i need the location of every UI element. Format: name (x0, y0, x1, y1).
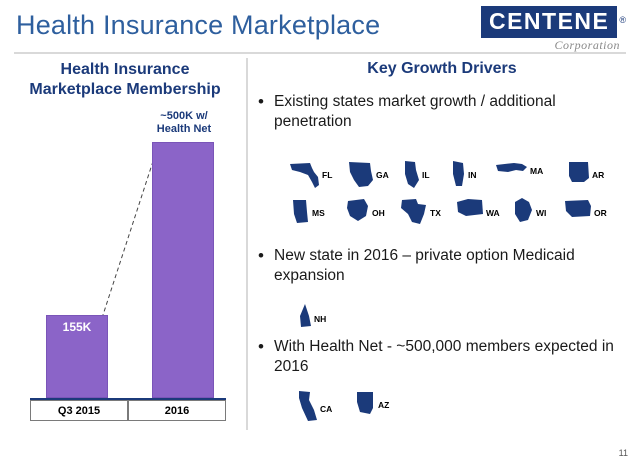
page-number: 11 (618, 448, 628, 458)
vertical-divider (246, 58, 248, 430)
annotation-line1: ~500K w/ (160, 110, 208, 122)
state-label-or: OR (594, 208, 607, 218)
state-shape-tx (398, 196, 441, 232)
bullet-dot-icon: • (258, 337, 264, 356)
bar-2016 (152, 142, 214, 398)
state-shape-ga (346, 158, 389, 194)
header-divider (14, 52, 626, 54)
state-label-in: IN (468, 170, 477, 180)
state-label-az: AZ (378, 400, 390, 410)
bullet-new-state-text: New state in 2016 – private option Medicaid expansion (274, 247, 575, 284)
state-shape-il (400, 158, 430, 194)
state-shape-wi (510, 196, 547, 232)
state-shape-in (448, 158, 477, 194)
left-heading-line1: Health Insurance (60, 61, 190, 78)
left-heading-line2: Marketplace Membership (29, 81, 221, 98)
bullet-new-state-2016 (258, 246, 618, 286)
membership-bar-chart (12, 110, 238, 420)
state-label-wa: WA (486, 208, 500, 218)
existing-states-row-2 (288, 196, 628, 240)
health-net-states-row (296, 388, 456, 432)
bullet-dot-icon: • (258, 246, 264, 265)
bullet-dot-icon: • (258, 92, 264, 111)
state-label-nh: NH (314, 314, 327, 324)
centene-logo (466, 6, 626, 52)
state-shape-nh (296, 302, 327, 338)
category-label-q3-2015: Q3 2015 (30, 400, 128, 421)
state-shape-wa (454, 196, 500, 232)
logo-wordmark: CENTENE (481, 6, 617, 38)
left-panel-heading (8, 60, 242, 100)
state-shape-or (562, 196, 607, 232)
state-label-oh: OH (372, 208, 385, 218)
state-shape-az (354, 388, 390, 424)
bullet-health-net-text: With Health Net - ~500,000 members expected in 2016 (274, 338, 614, 375)
bullet-existing-states (258, 92, 618, 132)
bullet-existing-states-text: Existing states market growth / additional penetration (274, 93, 556, 130)
state-label-ga: GA (376, 170, 389, 180)
bullet-health-net (258, 337, 630, 377)
state-label-wi: WI (536, 208, 547, 218)
annotation-line2: Health Net (156, 123, 212, 135)
page-title: Health Insurance Marketplace (16, 10, 381, 40)
registered-mark-icon: ® (619, 14, 626, 25)
state-shape-ca (296, 388, 333, 424)
state-shape-oh (344, 196, 385, 232)
state-label-il: IL (422, 170, 430, 180)
bar-2016-annotation (138, 110, 230, 136)
state-label-ca: CA (320, 404, 333, 414)
chart-category-row (30, 400, 226, 422)
state-shape-ma (494, 158, 544, 194)
state-shape-ar (566, 158, 605, 194)
category-label-2016: 2016 (128, 400, 226, 421)
logo-subtitle: Corporation (554, 38, 620, 52)
state-label-tx: TX (430, 208, 441, 218)
state-shape-ms (288, 196, 325, 232)
state-label-fl: FL (322, 170, 333, 180)
state-label-ma: MA (530, 166, 544, 176)
state-shape-fl (288, 158, 333, 194)
state-label-ar: AR (592, 170, 605, 180)
bar-q3-2015-value: 155K (62, 320, 92, 334)
state-label-ms: MS (312, 208, 325, 218)
right-panel-heading: Key Growth Drivers (367, 60, 517, 77)
